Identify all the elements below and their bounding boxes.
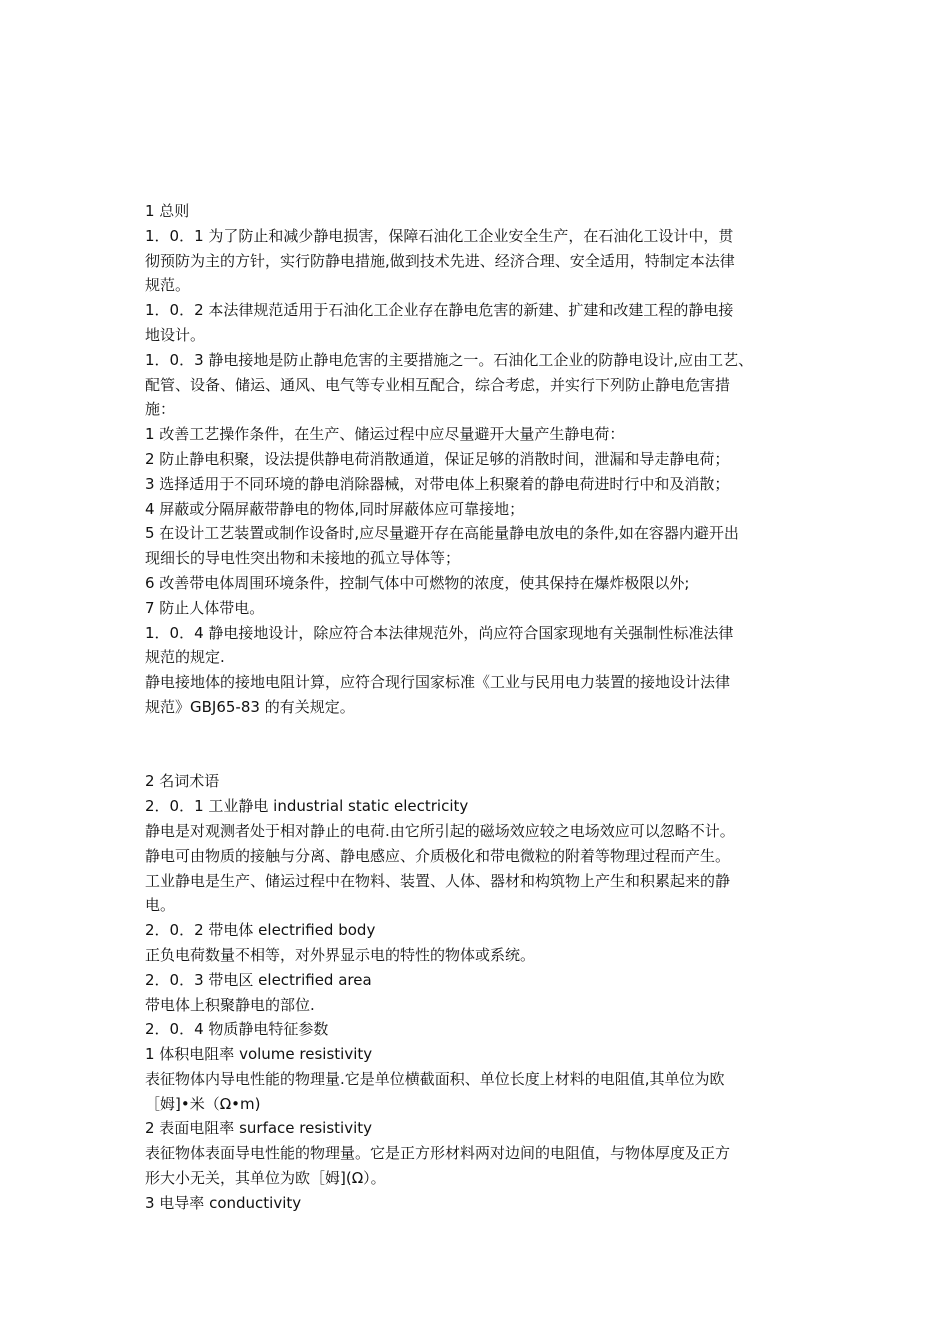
list-item: 6 改善带电体周围环境条件，控制气体中可燃物的浓度，使其保持在爆炸极限以外; (145, 573, 690, 592)
list-item: 2 防止静电积聚，设法提供静电荷消散通道，保证足够的消散时间，泄漏和导走静电荷； (145, 449, 730, 468)
term-heading: 2．0．3 带电区 electrified area (145, 970, 372, 989)
paragraph-line: ［姆]•米（Ω•m) (145, 1094, 261, 1113)
section-1-body (145, 224, 815, 720)
paragraph-line: 地设计。 (145, 325, 206, 344)
paragraph-line: 电。 (145, 896, 176, 915)
paragraph-line: 静电接地体的接地电阻计算，应符合现行国家标准《工业与民用电力装置的接地设计法律 (145, 673, 731, 692)
term-subheading: 3 电导率 conductivity (145, 1193, 302, 1212)
paragraph-line: 表征物体表面导电性能的物理量。它是正方形材料两对边间的电阻值，与物体厚度及正方 (145, 1144, 731, 1163)
term-heading: 2．0．1 工业静电 industrial static electricity (145, 797, 469, 816)
document-page (145, 199, 815, 1216)
paragraph-line: 彻预防为主的方针，实行防静电措施,做到技术先进、经济合理、安全适用，特制定本法律 (145, 251, 735, 270)
paragraph-line: 规范》GBJ65-83 的有关规定。 (145, 697, 355, 716)
list-item: 现细长的导电性突出物和未接地的孤立导体等； (145, 549, 461, 568)
paragraph-line: 1．0．3 静电接地是防止静电危害的主要措施之一。石油化工企业的防静电设计,应由工艺、 (145, 350, 754, 369)
section-2-heading: 2 名词术语 (145, 772, 220, 791)
paragraph-line: 正负电荷数量不相等，对外界显示电的特性的物体或系统。 (145, 945, 536, 964)
term-heading: 2．0．2 带电体 electrified body (145, 921, 376, 940)
term-subheading: 1 体积电阻率 volume resistivity (145, 1045, 373, 1064)
list-item: 7 防止人体带电。 (145, 598, 265, 617)
section-2 (145, 769, 815, 1215)
paragraph-line: 1．0．2 本法律规范适用于石油化工企业存在静电危害的新建、扩建和改建工程的静电接 (145, 301, 734, 320)
paragraph-line: 配管、设备、储运、通风、电气等专业相互配合，综合考虑，并实行下列防止静电危害措 (145, 375, 731, 394)
term-subheading: 2 表面电阻率 surface resistivity (145, 1119, 373, 1138)
list-item: 5 在设计工艺装置或制作设备时,应尽量避开存在高能量静电放电的条件,如在容器内避开出 (145, 524, 739, 543)
list-item: 3 选择适用于不同环境的静电消除器械，对带电体上积聚着的静电荷进时行中和及消散； (145, 474, 730, 493)
paragraph-line: 带电体上积聚静电的部位. (145, 995, 315, 1014)
paragraph-line: 表征物体内导电性能的物理量.它是单位横截面积、单位长度上材料的电阻值,其单位为欧 (145, 1069, 725, 1088)
paragraph-line: 规范。 (145, 276, 191, 295)
section-2-body (145, 794, 815, 1216)
list-item: 1 改善工艺操作条件，在生产、储运过程中应尽量避开大量产生静电荷： (145, 425, 625, 444)
list-item: 4 屏蔽或分隔屏蔽带静电的物体,同时屏蔽体应可靠接地； (145, 499, 525, 518)
paragraph-line: 施： (145, 400, 176, 419)
paragraph-line: 1．0．1 为了防止和减少静电损害，保障石油化工企业安全生产，在石油化工设计中，贯 (145, 226, 734, 245)
section-spacer (145, 720, 815, 770)
term-heading: 2．0．4 物质静电特征参数 (145, 1020, 329, 1039)
paragraph-line: 静电是对观测者处于相对静止的电荷.由它所引起的磁场效应较之电场效应可以忽略不计。 (145, 821, 735, 840)
section-1 (145, 199, 815, 720)
paragraph-line: 工业静电是生产、储运过程中在物料、装置、人体、器材和构筑物上产生和积累起来的静 (145, 871, 731, 890)
section-1-heading: 1 总则 (145, 202, 190, 220)
paragraph-line: 静电可由物质的接触与分离、静电感应、介质极化和带电微粒的附着等物理过程而产生。 (145, 846, 731, 865)
paragraph-line: 1．0．4 静电接地设计，除应符合本法律规范外，尚应符合国家现地有关强制性标准法律 (145, 623, 734, 642)
paragraph-line: 形大小无关，其单位为欧［姆](Ω）。 (145, 1169, 386, 1188)
paragraph-line: 规范的规定. (145, 648, 225, 667)
